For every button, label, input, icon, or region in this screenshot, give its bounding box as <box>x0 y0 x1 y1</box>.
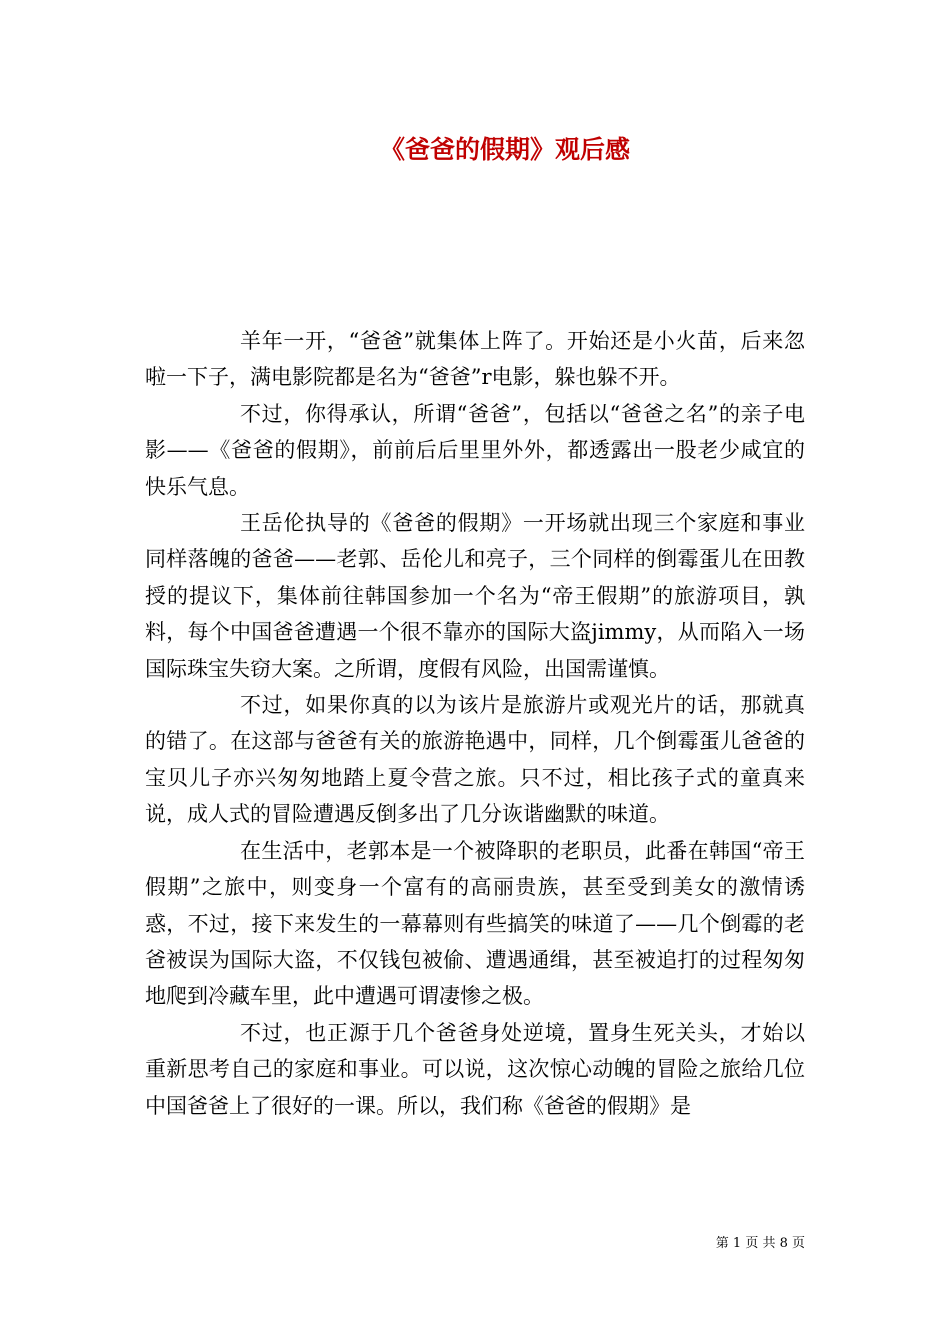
document-body <box>145 323 805 1124</box>
paragraph: 王岳伦执导的《爸爸的假期》一开场就出现三个家庭和事业同样落魄的爸爸——老郭、岳伦儿和亮子，三个同样的倒霉蛋儿在田教授的提议下，集体前往韩国参加一个名为“帝王假期”的旅游项目，孰料，每个中国爸爸遭遇一个很不靠亦的国际大盗jimmy，从而陷入一场国际珠宝失窃大案。之所谓，度假有风险，出国需谨慎。 <box>145 511 805 681</box>
paragraph: 在生活中，老郭本是一个被降职的老职员，此番在韩国“帝王假期”之旅中，则变身一个富有的高丽贵族，甚至受到美女的激情诱惑，不过，接下来发生的一幕幕则有些搞笑的味道了——几个倒霉的老爸被误为国际大盗，不仅钱包被偷、遭遇通缉，甚至被追打的过程匆匆地爬到冷藏车里，此中遭遇可谓凄惨之极。 <box>145 838 805 1009</box>
page-number: 第 1 页 共 8 页 <box>715 1236 805 1251</box>
paragraph: 羊年一开，“爸爸”就集体上阵了。开始还是小火苗，后来忽啦一下子，满电影院都是名为“爸爸”r电影，躲也躲不开。 <box>145 329 805 390</box>
paragraph: 不过，也正源于几个爸爸身处逆境，置身生死关头，才始以重新思考自己的家庭和事业。可以说，这次惊心动魄的冒险之旅给几位中国爸爸上了很好的一课。所以，我们称《爸爸的假期》是 <box>145 1020 805 1118</box>
paragraph: 不过，你得承认，所谓“爸爸”，包括以“爸爸之名”的亲子电影——《爸爸的假期》，前前后后里里外外，都透露出一股老少咸宜的快乐气息。 <box>145 401 805 499</box>
paragraph: 不过，如果你真的以为该片是旅游片或观光片的话，那就真的错了。在这部与爸爸有关的旅游艳遇中，同样，几个倒霉蛋儿爸爸的宝贝儿子亦兴匆匆地踏上夏令营之旅。只不过，相比孩子式的童真来说，成人式的冒险遭遇反倒多出了几分诙谐幽默的味道。 <box>145 693 805 827</box>
page-title: 《爸爸的假期》观后感 <box>379 135 630 164</box>
